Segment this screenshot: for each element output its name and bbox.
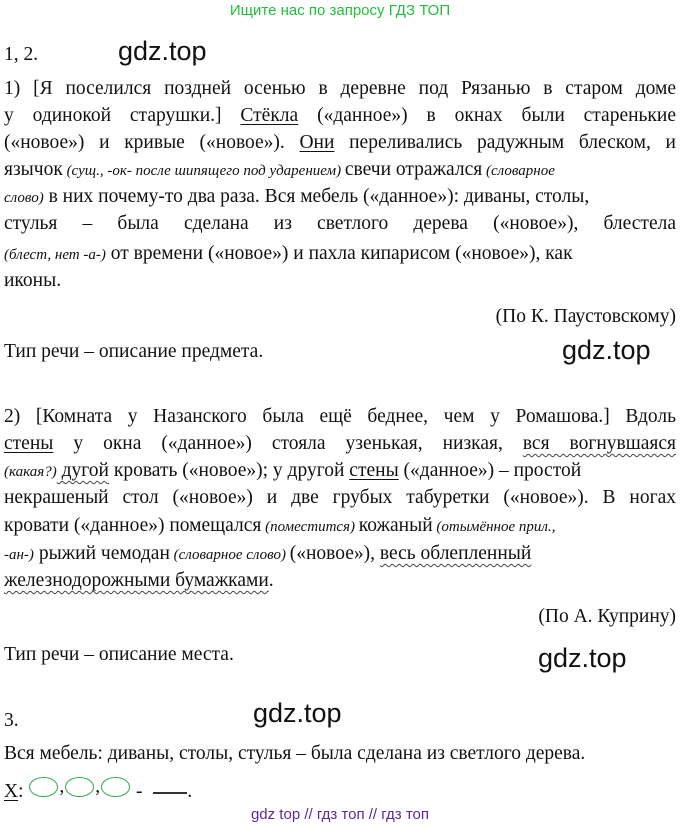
task3-scheme	[4, 774, 676, 805]
text2-line4: некрашеный стол («новое») и две грубых табуретки («новое»). В ногах	[4, 487, 676, 508]
text2-line5	[4, 513, 676, 540]
subject-steny: стены	[4, 433, 54, 454]
scheme-homogeneous-members	[28, 774, 131, 800]
participle-vognuvshayasya: вся вогнувшаяся	[522, 433, 676, 454]
note-blestela: (блест, нет -а-)	[4, 247, 106, 263]
watermark: gdz.top	[118, 36, 207, 66]
text2-line7-end: .	[268, 570, 274, 591]
scheme-predicate-line	[153, 792, 187, 794]
word-yazychok: язычок	[4, 159, 63, 180]
text1-line2	[4, 103, 676, 129]
note-slovarnoe-slovo: (словарное слово)	[169, 547, 290, 563]
text2-line5-a: кровати («данное») помещался	[4, 515, 262, 536]
text2-line3-b: кровать («новое»); у другой	[109, 460, 350, 481]
text1-line5-b: в них почему-то два раза. Вся мебель («данное»): диваны, столы,	[43, 186, 590, 207]
text1-line4	[4, 157, 676, 184]
word-dugoy: дугой	[56, 460, 109, 481]
text1-line8: иконы.	[4, 270, 62, 291]
text1-line7	[4, 241, 676, 268]
note-pomestitsya: (поместится)	[261, 519, 359, 535]
note-kakaya: (какая?)	[4, 464, 57, 480]
watermark: gdz.top	[538, 643, 627, 673]
word-kozhany: кожаный	[358, 515, 433, 536]
text2-source: (По А. Куприну)	[538, 606, 676, 627]
scheme-generalizing-word: Х	[4, 781, 19, 802]
text2-line6	[4, 541, 676, 568]
note-slovo: слово)	[4, 190, 44, 206]
scheme-comma: ,	[59, 776, 65, 797]
text2-line3-d: («данное») – простой	[398, 460, 582, 481]
task3-sentence: Вся мебель: диваны, столы, стулья – была сделана из светлого дерева.	[4, 743, 586, 764]
text1-source: (По К. Паустовскому)	[495, 306, 676, 327]
text1-line3-a: («новое») и кривые («новое»).	[4, 132, 300, 153]
note-otymennoe: (отымённое прил.,	[432, 519, 556, 535]
text2-line3	[4, 458, 676, 485]
text1-line2-start: у одинокой старушки.]	[4, 105, 222, 126]
text2-line7	[4, 568, 676, 594]
circle-icon	[65, 777, 94, 797]
word-otrazhalsya: свечи отражался	[344, 159, 483, 180]
watermark: gdz.top	[253, 698, 342, 728]
bottom-banner: gdz top // гдз топ // гдз топ	[250, 806, 430, 823]
tasks-label: 1, 2.	[4, 44, 39, 65]
subject-steny-2: стены	[349, 460, 399, 481]
text1-line6: стулья – была сделана из светлого дерева («новое»), блестела	[4, 213, 676, 234]
note-yazychok: (сущ., -ок- после шипящего под ударением)	[62, 163, 345, 179]
text1-type: Тип речи – описание предмета.	[4, 341, 264, 362]
subject-oni: Они	[299, 132, 335, 153]
watermark: gdz.top	[562, 335, 651, 365]
text2-line2	[4, 431, 676, 457]
text2-line2-b: у окна («данное») стояла узенькая, низкая,	[53, 433, 523, 454]
text1-line7-b: от времени («новое») и пахла кипарисом («новое»), как	[105, 243, 573, 264]
participle-phrase-end: железнодорожными бумажками	[4, 570, 269, 591]
word-chemodan: рыжий чемодан	[33, 543, 170, 564]
text2-line1: 2) [Комната у Назанского была ещё беднее, чем у Ромашова.] Вдоль	[4, 406, 676, 427]
scheme-end: .	[187, 781, 193, 802]
subject-stekla: Стёкла	[240, 105, 299, 126]
text1-line3-b: переливались радужным блеском, и	[334, 132, 676, 153]
top-banner: Ищите нас по запросу ГДЗ ТОП	[229, 2, 451, 19]
text1-line5	[4, 184, 676, 211]
text1-line2-rest: («данное») в окнах были старенькие	[298, 105, 676, 126]
scheme-dash: -	[136, 781, 143, 802]
text1-line3	[4, 130, 676, 156]
task3-label: 3.	[4, 710, 19, 731]
note-an: -ан-)	[4, 547, 34, 563]
text2-type: Тип речи – описание места.	[4, 644, 234, 665]
scheme-comma: ,	[95, 776, 101, 797]
circle-icon	[101, 777, 130, 797]
participle-obleplennyi: весь облепленный	[379, 543, 532, 564]
note-slovarnoe: (словарное	[482, 163, 555, 179]
circle-icon	[29, 777, 58, 797]
text2-line6-c: («новое»),	[289, 543, 380, 564]
scheme-colon: :	[18, 781, 24, 802]
text1-line1: 1) [Я поселился поздней осенью в деревне под Рязанью в старом доме	[4, 78, 676, 99]
